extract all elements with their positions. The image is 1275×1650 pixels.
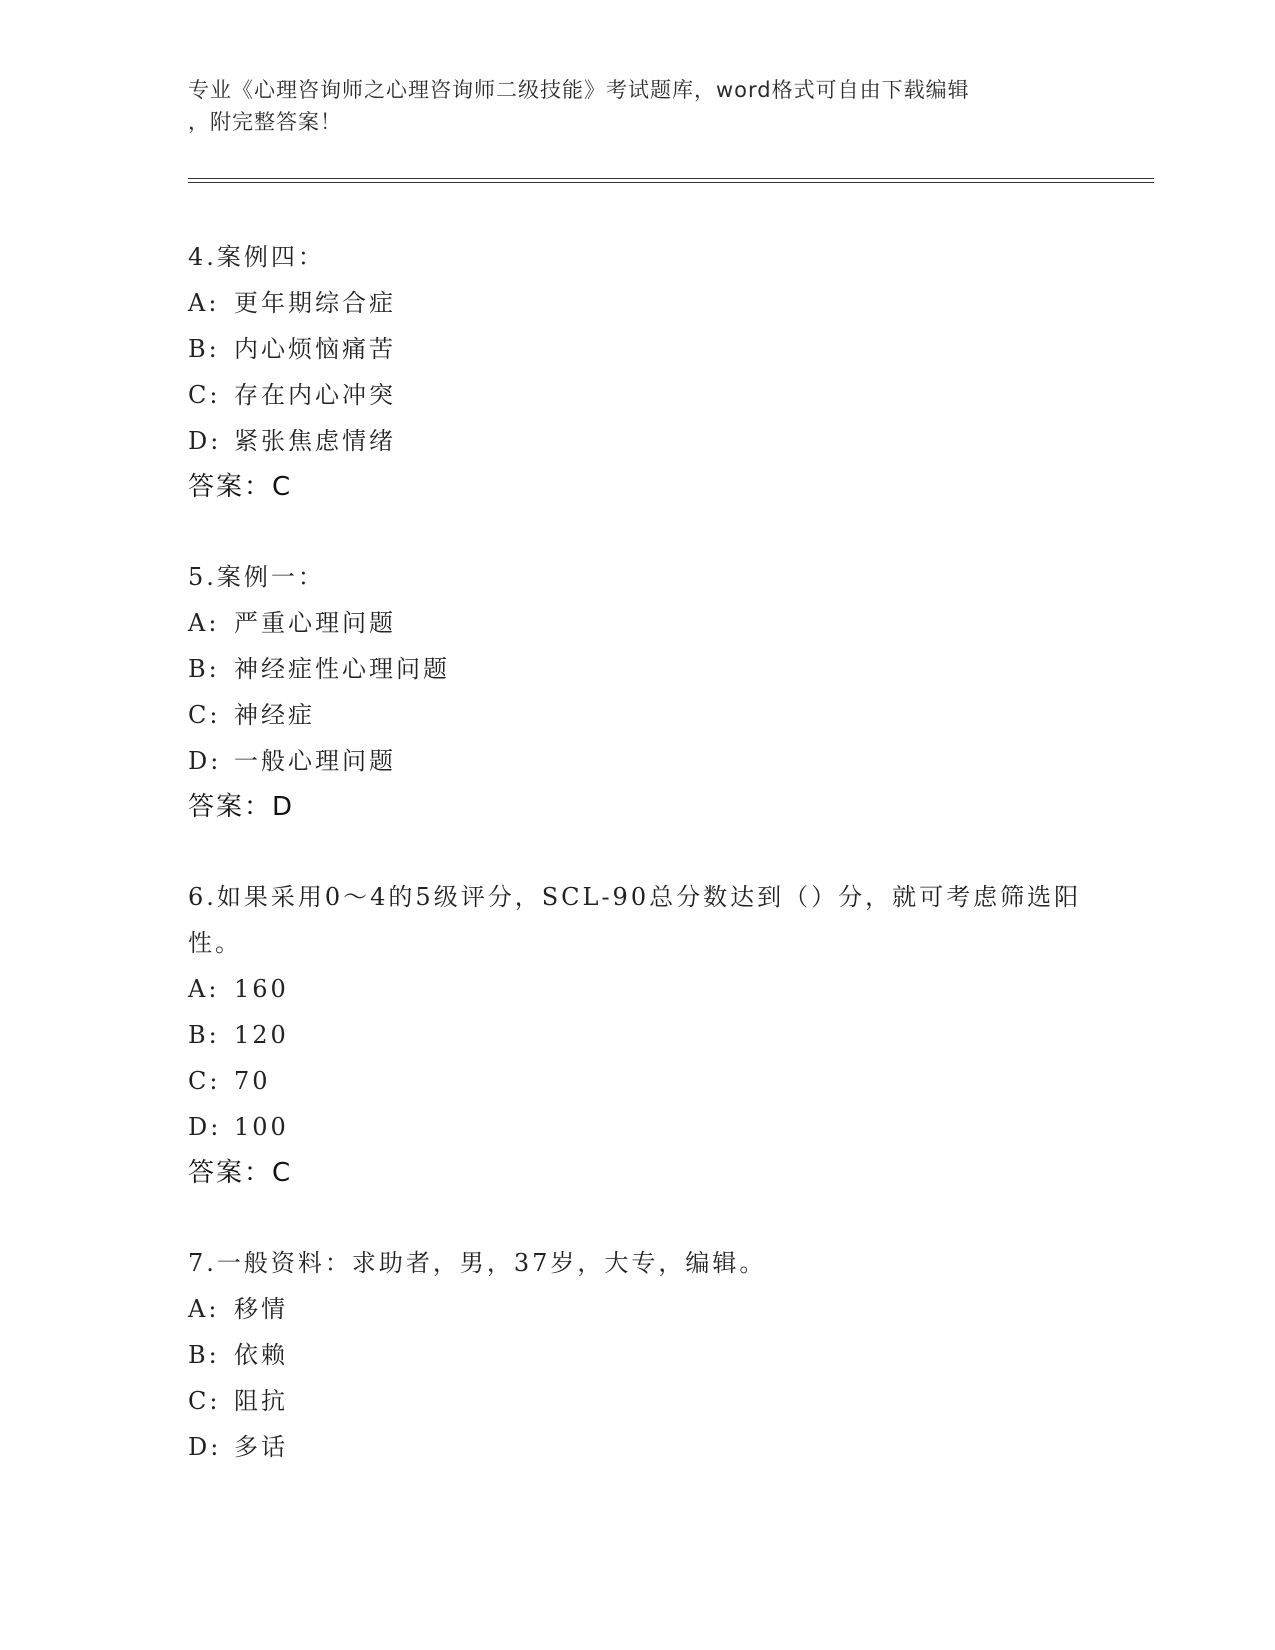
option-letter: B: [188, 335, 220, 363]
option-text: 内心烦恼痛苦 [234, 335, 396, 363]
option-b [188, 1012, 1088, 1058]
option-d [188, 1104, 1088, 1150]
option-d [188, 418, 1088, 464]
option-text: 依赖 [234, 1341, 288, 1369]
option-letter: C: [188, 701, 221, 729]
option-letter: C: [188, 381, 221, 409]
option-text: 紧张焦虑情绪 [234, 427, 396, 455]
option-letter: D: [188, 1433, 222, 1461]
option-text: 一般心理问题 [234, 747, 396, 775]
option-b [188, 326, 1088, 372]
option-a [188, 600, 1088, 646]
option-b [188, 1332, 1088, 1378]
option-d [188, 738, 1088, 784]
option-c [188, 692, 1088, 738]
question-4 [188, 234, 1088, 510]
answer-line: 答案：C [188, 472, 293, 502]
option-d [188, 1424, 1088, 1470]
answer-line: 答案：D [188, 792, 295, 822]
question-7 [188, 1240, 1088, 1470]
option-text: 120 [234, 1021, 289, 1049]
option-letter: D: [188, 747, 222, 775]
header-divider-top [188, 178, 1154, 179]
option-letter: A: [188, 975, 220, 1003]
option-c [188, 1058, 1088, 1104]
option-text: 移情 [234, 1295, 288, 1323]
option-b [188, 646, 1088, 692]
document-header [188, 74, 1088, 138]
option-letter: A: [188, 609, 220, 637]
option-letter: A: [188, 1295, 220, 1323]
option-text: 多话 [234, 1433, 288, 1461]
option-a [188, 280, 1088, 326]
option-text: 存在内心冲突 [234, 381, 396, 409]
question-stem: 5.案例一： [188, 563, 325, 591]
option-text: 70 [234, 1067, 271, 1095]
option-text: 阻抗 [234, 1387, 288, 1415]
option-text: 100 [234, 1113, 289, 1141]
header-line-1: 专业《心理咨询师之心理咨询师二级技能》考试题库，word格式可自由下载编辑 [188, 78, 970, 102]
option-text: 神经症 [234, 701, 315, 729]
option-letter: D: [188, 1113, 222, 1141]
option-text: 神经症性心理问题 [234, 655, 450, 683]
option-letter: B: [188, 655, 220, 683]
option-c [188, 372, 1088, 418]
option-letter: B: [188, 1341, 220, 1369]
option-letter: D: [188, 427, 222, 455]
option-text: 160 [234, 975, 289, 1003]
answer-line: 答案：C [188, 1158, 293, 1188]
question-stem: 7.一般资料：求助者，男，37岁，大专，编辑。 [188, 1249, 767, 1277]
option-a [188, 966, 1088, 1012]
option-text: 更年期综合症 [234, 289, 396, 317]
option-text: 严重心理问题 [234, 609, 396, 637]
option-letter: A: [188, 289, 220, 317]
option-a [188, 1286, 1088, 1332]
option-letter: C: [188, 1387, 221, 1415]
option-letter: C: [188, 1067, 221, 1095]
question-6 [188, 874, 1088, 1196]
option-c [188, 1378, 1088, 1424]
question-list [188, 234, 1088, 1514]
question-stem: 4.案例四： [188, 243, 325, 271]
question-stem: 6.如果采用0～4的5级评分，SCL-90总分数达到（）分，就可考虑筛选阳性。 [188, 883, 1082, 957]
header-line-2: ，附完整答案！ [188, 110, 342, 134]
header-divider-bottom [188, 182, 1154, 183]
option-letter: B: [188, 1021, 220, 1049]
question-5 [188, 554, 1088, 830]
